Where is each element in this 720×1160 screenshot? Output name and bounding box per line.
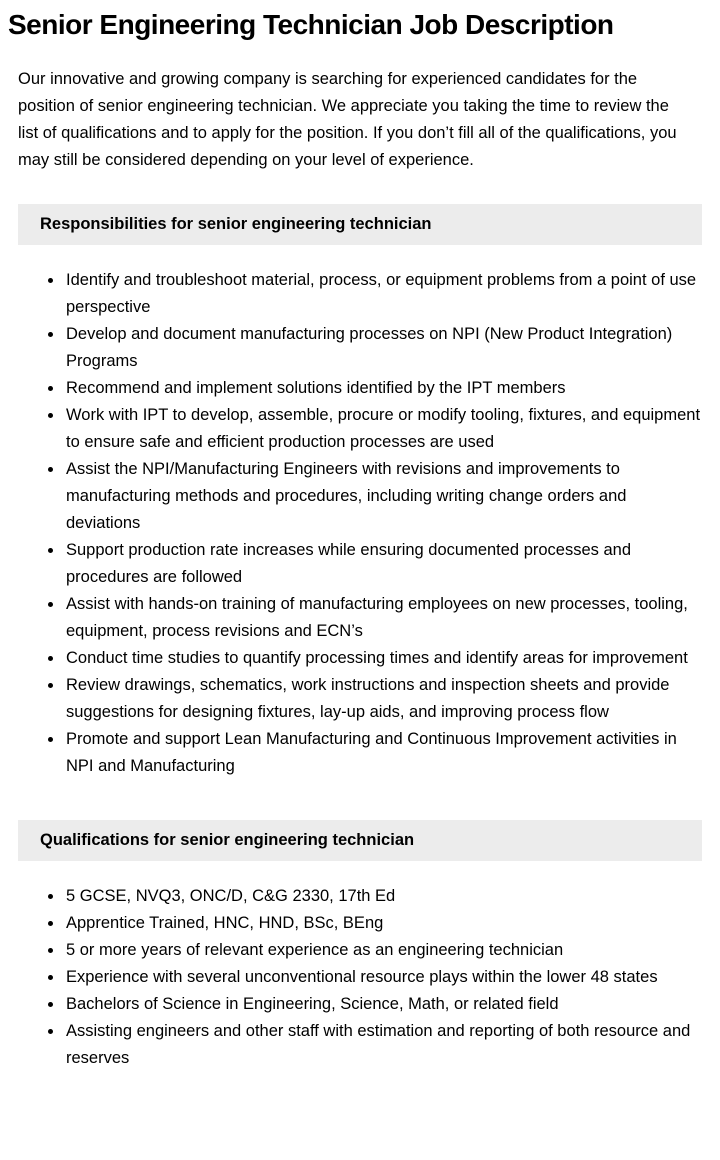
list-item: • Work with IPT to develop, assemble, procure or modify tooling, fixtures, and equipment to ensure safe and efficient production processes are used (64, 402, 702, 456)
list-item: • Bachelors of Science in Engineering, Science, Math, or related field (64, 991, 702, 1018)
page-title: Senior Engineering Technician Job Description (8, 9, 614, 40)
qualifications-list (18, 883, 702, 1072)
list-item: • Support production rate increases while ensuring documented processes and procedures are followed (64, 537, 702, 591)
list-item: • Promote and support Lean Manufacturing and Continuous Improvement activities in NPI and Manufacturing (64, 726, 702, 780)
list-item: • Assisting engineers and other staff with estimation and reporting of both resource and reserves (64, 1018, 702, 1072)
list-item: • Recommend and implement solutions identified by the IPT members (64, 375, 702, 402)
responsibilities-list (18, 267, 702, 780)
section-header-qualifications: Qualifications for senior engineering technician (18, 820, 702, 861)
list-item: • Assist the NPI/Manufacturing Engineers with revisions and improvements to manufacturing methods and procedures, including writing change orders and deviations (64, 456, 702, 537)
list-item: • Review drawings, schematics, work instructions and inspection sheets and provide suggestions for designing fixtures, lay-up aids, and improving process flow (64, 672, 702, 726)
list-item: • Conduct time studies to quantify processing times and identify areas for improvement (64, 645, 702, 672)
list-item: • Apprentice Trained, HNC, HND, BSc, BEng (64, 910, 702, 937)
intro-paragraph: Our innovative and growing company is searching for experienced candidates for the position of senior engineering technician. We appreciate you taking the time to review the list of qualifications and to apply for the position. If you don’t fill all of the qualifications, you may still be considered depending on your level of experience. (18, 69, 677, 169)
list-item: • Identify and troubleshoot material, process, or equipment problems from a point of use perspective (64, 267, 702, 321)
list-item: • 5 or more years of relevant experience as an engineering technician (64, 937, 702, 964)
list-item: • 5 GCSE, NVQ3, ONC/D, C&G 2330, 17th Ed (64, 883, 702, 910)
list-item: • Develop and document manufacturing processes on NPI (New Product Integration) Programs (64, 321, 702, 375)
section-header-responsibilities: Responsibilities for senior engineering technician (18, 204, 702, 245)
list-item: • Experience with several unconventional resource plays within the lower 48 states (64, 964, 702, 991)
list-item: • Assist with hands-on training of manufacturing employees on new processes, tooling, equipment, process revisions and ECN’s (64, 591, 702, 645)
